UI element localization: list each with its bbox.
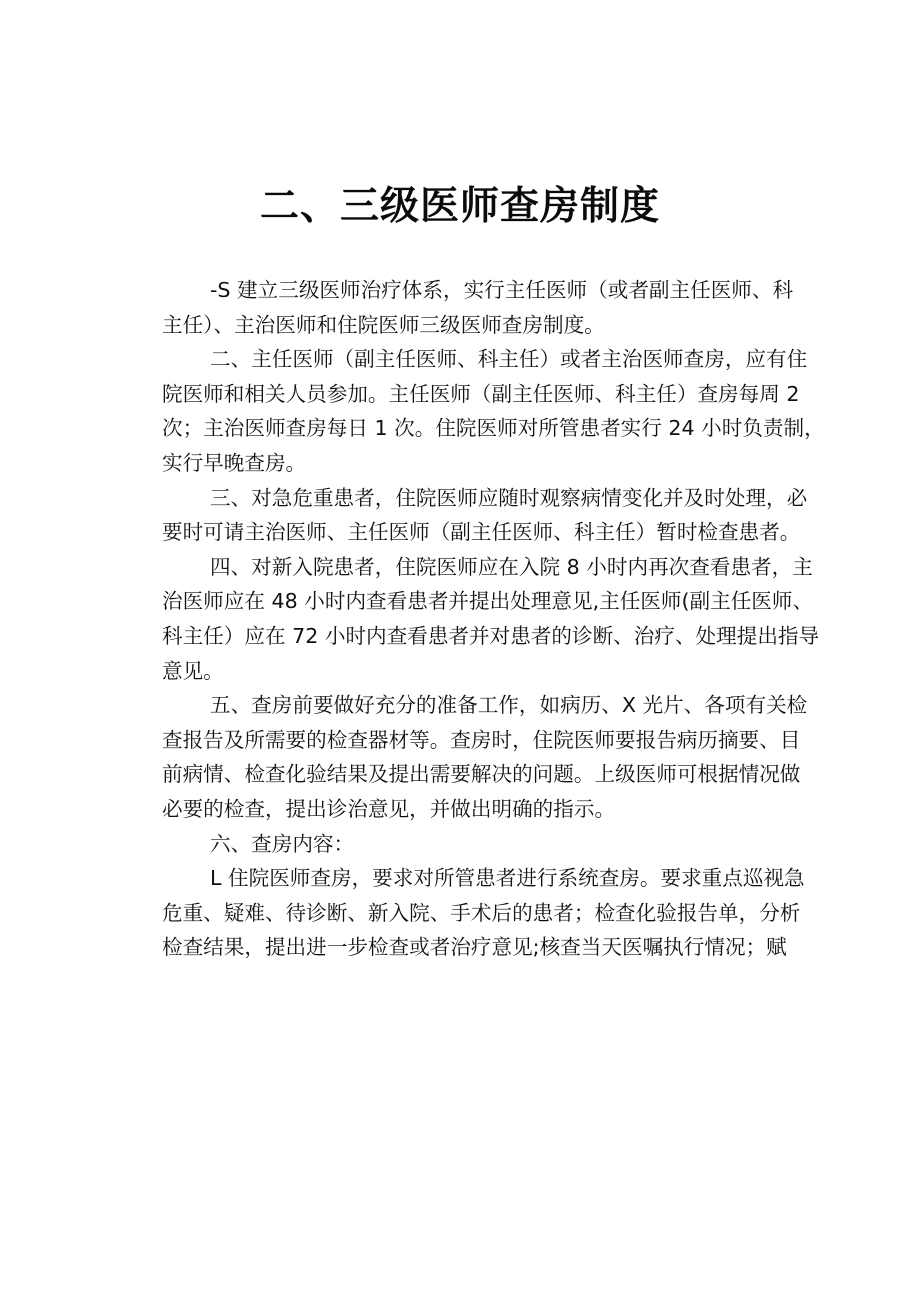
document-title: 二、三级医师查房制度 bbox=[259, 184, 660, 230]
paragraph-line: 意见。 bbox=[162, 658, 224, 683]
paragraph-line: 主任）、主治医师和住院医师三级医师查房制度。 bbox=[162, 312, 605, 337]
paragraph-7 bbox=[114, 861, 838, 965]
paragraph-line: -S 建立三级医师治疗体系，实行主任医师（或者副主任医师、科 bbox=[210, 278, 794, 302]
paragraph-5 bbox=[114, 688, 838, 826]
paragraph-3 bbox=[114, 481, 838, 550]
document-body bbox=[114, 273, 838, 965]
paragraph-4 bbox=[114, 550, 838, 688]
paragraph-line: 二、主任医师（副主任医师、科主任）或者主治医师查房，应有住 bbox=[210, 347, 808, 372]
paragraph-line: 危重、疑难、待诊断、新入院、手术后的患者；检查化验报告单，分析 bbox=[162, 900, 801, 925]
paragraph-line: 五、查房前要做好充分的准备工作，如病历、X 光片、各项有关检 bbox=[210, 693, 808, 718]
paragraph-line: 六、查房内容： bbox=[210, 831, 355, 856]
paragraph-2 bbox=[114, 342, 838, 480]
paragraph-line: 必要的检查，提出诊治意见，并做出明确的指示。 bbox=[162, 796, 616, 821]
paragraph-line: 要时可请主治医师、主任医师（副主任医师、科主任）暂时检查患者。 bbox=[162, 520, 801, 545]
paragraph-line: 检查结果，提出进一步检查或者治疗意见;核查当天医嘱执行情况；赋 bbox=[162, 935, 787, 960]
paragraph-line: 治医师应在 48 小时内查看患者并提出处理意见,主任医师(副主任医师、 bbox=[162, 589, 814, 614]
paragraph-line: L 住院医师查房，要求对所管患者进行系统查房。要求重点巡视急 bbox=[210, 866, 805, 891]
paragraph-line: 实行早晚查房。 bbox=[162, 450, 307, 475]
paragraph-line: 科主任）应在 72 小时内查看患者并对患者的诊断、治疗、处理提出指导 bbox=[162, 623, 820, 648]
paragraph-6 bbox=[114, 827, 838, 862]
paragraph-line: 查报告及所需要的检查器材等。查房时，住院医师要报告病历摘要、目 bbox=[162, 727, 801, 752]
paragraph-1 bbox=[114, 273, 838, 342]
paragraph-line: 前病情、检查化验结果及提出需要解决的问题。上级医师可根据情况做 bbox=[162, 762, 801, 787]
paragraph-line: 院医师和相关人员参加。主任医师（副主任医师、科主任）查房每周 2 bbox=[162, 381, 800, 406]
paragraph-line: 次；主治医师查房每日 1 次。住院医师对所管患者实行 24 小时负责制， bbox=[162, 416, 825, 441]
paragraph-line: 四、对新入院患者，住院医师应在入院 8 小时内再次查看患者，主 bbox=[210, 554, 813, 579]
paragraph-line: 三、对急危重患者，住院医师应随时观察病情变化并及时处理，必 bbox=[210, 485, 808, 510]
